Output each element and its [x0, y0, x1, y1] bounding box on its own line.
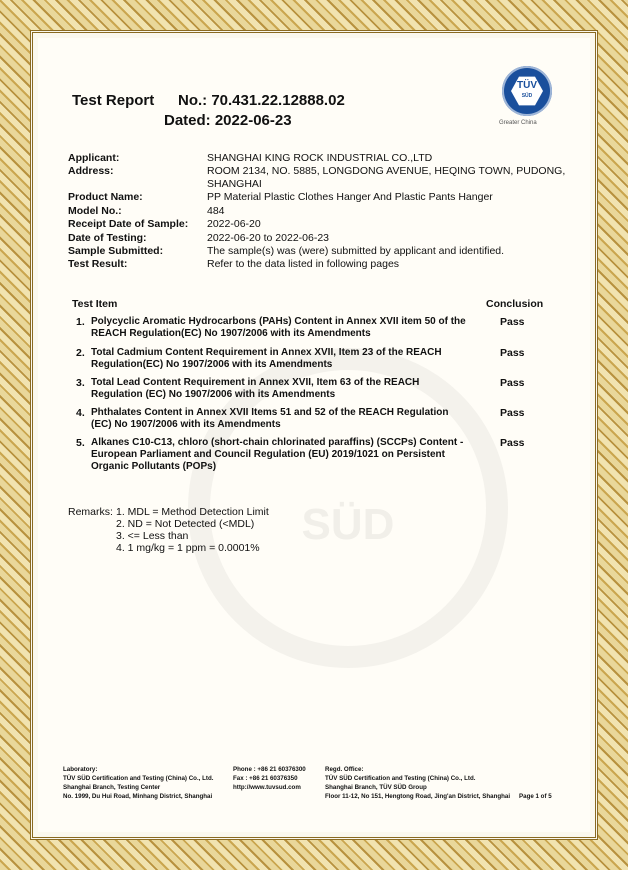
- field-label: Address:: [68, 165, 114, 177]
- test-item-result: Pass: [500, 316, 525, 328]
- conclusion-header: Conclusion: [486, 298, 544, 310]
- test-item-number: 3.: [76, 377, 85, 389]
- test-item-text: Total Cadmium Content Requirement in Annex XVII, Item 23 of the REACH Regulation(EC) No 1907/2006 with its Amendments: [91, 347, 442, 370]
- test-item-text: Phthalates Content in Annex XVII Items 51 and 52 of the REACH Regulation (EC) No 1907/2006 with its Amendments: [91, 407, 449, 430]
- logo-text: TÜV: [517, 80, 537, 91]
- logo-subtext: SÜD: [521, 93, 533, 99]
- page-number: Page 1 of 5: [519, 793, 552, 800]
- field-label: Sample Submitted:: [68, 245, 164, 257]
- lab-line-2: Shanghai Branch, Testing Center: [63, 784, 161, 791]
- field-label: Model No.:: [68, 205, 122, 217]
- logo-caption: Greater China: [499, 120, 537, 126]
- field-value: SHANGHAI KING ROCK INDUSTRIAL CO.,LTD: [207, 152, 433, 164]
- report-label: Test Report: [72, 92, 155, 109]
- test-item-number: 2.: [76, 347, 85, 359]
- remark-item: 1. MDL = Method Detection Limit: [116, 506, 269, 518]
- report-number: No.: 70.431.22.12888.02: [178, 92, 345, 109]
- field-value-line2: SHANGHAI: [207, 178, 262, 190]
- regd-title: Regd. Office:: [325, 766, 364, 773]
- field-label: Test Result:: [68, 258, 128, 270]
- field-value: 2022-06-20: [207, 218, 261, 230]
- field-label: Date of Testing:: [68, 232, 147, 244]
- regd-line-2: Shanghai Branch, TÜV SÜD Group: [325, 784, 427, 791]
- field-label: Applicant:: [68, 152, 120, 164]
- test-item-number: 1.: [76, 316, 85, 328]
- field-value: The sample(s) was (were) submitted by applicant and identified.: [207, 245, 505, 257]
- test-item-result: Pass: [500, 437, 525, 449]
- test-item-number: 5.: [76, 437, 85, 449]
- watermark-text: SÜD: [301, 500, 395, 549]
- field-value: ROOM 2134, NO. 5885, LONGDONG AVENUE, HEQING TOWN, PUDONG,: [207, 165, 566, 177]
- lab-line-1: TÜV SÜD Certification and Testing (China) Co., Ltd.: [63, 775, 214, 782]
- test-item-text: Alkanes C10-C13, chloro (short-chain chlorinated paraffins) (SCCPs) Content - European Parliament and Council Regulation (EU) 2019/1021 on Persistent Organic Pollutants (POPs): [91, 437, 464, 472]
- regd-line-1: TÜV SÜD Certification and Testing (China) Co., Ltd.: [325, 775, 476, 782]
- regd-line-3: Floor 11-12, No 151, Hengtong Road, Jing'an District, Shanghai: [325, 793, 511, 800]
- field-value: 2022-06-20 to 2022-06-23: [207, 232, 330, 244]
- tuv-logo: [502, 66, 552, 116]
- field-value: Refer to the data listed in following pages: [207, 258, 400, 270]
- remarks-label: Remarks:: [68, 506, 113, 518]
- field-label: Product Name:: [68, 191, 143, 203]
- website-link[interactable]: http://www.tuvsud.com: [233, 784, 301, 791]
- test-item-header: Test Item: [72, 298, 118, 310]
- remark-item: 3. <= Less than: [116, 530, 189, 542]
- test-item-result: Pass: [500, 347, 525, 359]
- remark-item: 4. 1 mg/kg = 1 ppm = 0.0001%: [116, 542, 260, 554]
- fax: Fax : +86 21 60376350: [233, 775, 298, 782]
- test-item-result: Pass: [500, 377, 525, 389]
- report-date: Dated: 2022-06-23: [164, 112, 292, 129]
- test-item-text: Polycyclic Aromatic Hydrocarbons (PAHs) Content in Annex XVII item 50 of the REACH Regulation(EC) No 1907/2006 with its Amendments: [91, 316, 466, 339]
- lab-title: Laboratory:: [63, 766, 98, 773]
- test-item-result: Pass: [500, 407, 525, 419]
- field-label: Receipt Date of Sample:: [68, 218, 189, 230]
- test-item-text: Total Lead Content Requirement in Annex XVII, Item 63 of the REACH Regulation (EC) No 1907/2006 with its Amendments: [91, 377, 420, 400]
- test-item-number: 4.: [76, 407, 85, 419]
- field-value: PP Material Plastic Clothes Hanger And Plastic Pants Hanger: [207, 191, 493, 203]
- remark-item: 2. ND = Not Detected (<MDL): [116, 518, 255, 530]
- phone: Phone : +86 21 60376300: [233, 766, 306, 773]
- field-value: 484: [207, 205, 225, 217]
- lab-line-3: No. 1999, Du Hui Road, Minhang District, Shanghai: [63, 793, 213, 800]
